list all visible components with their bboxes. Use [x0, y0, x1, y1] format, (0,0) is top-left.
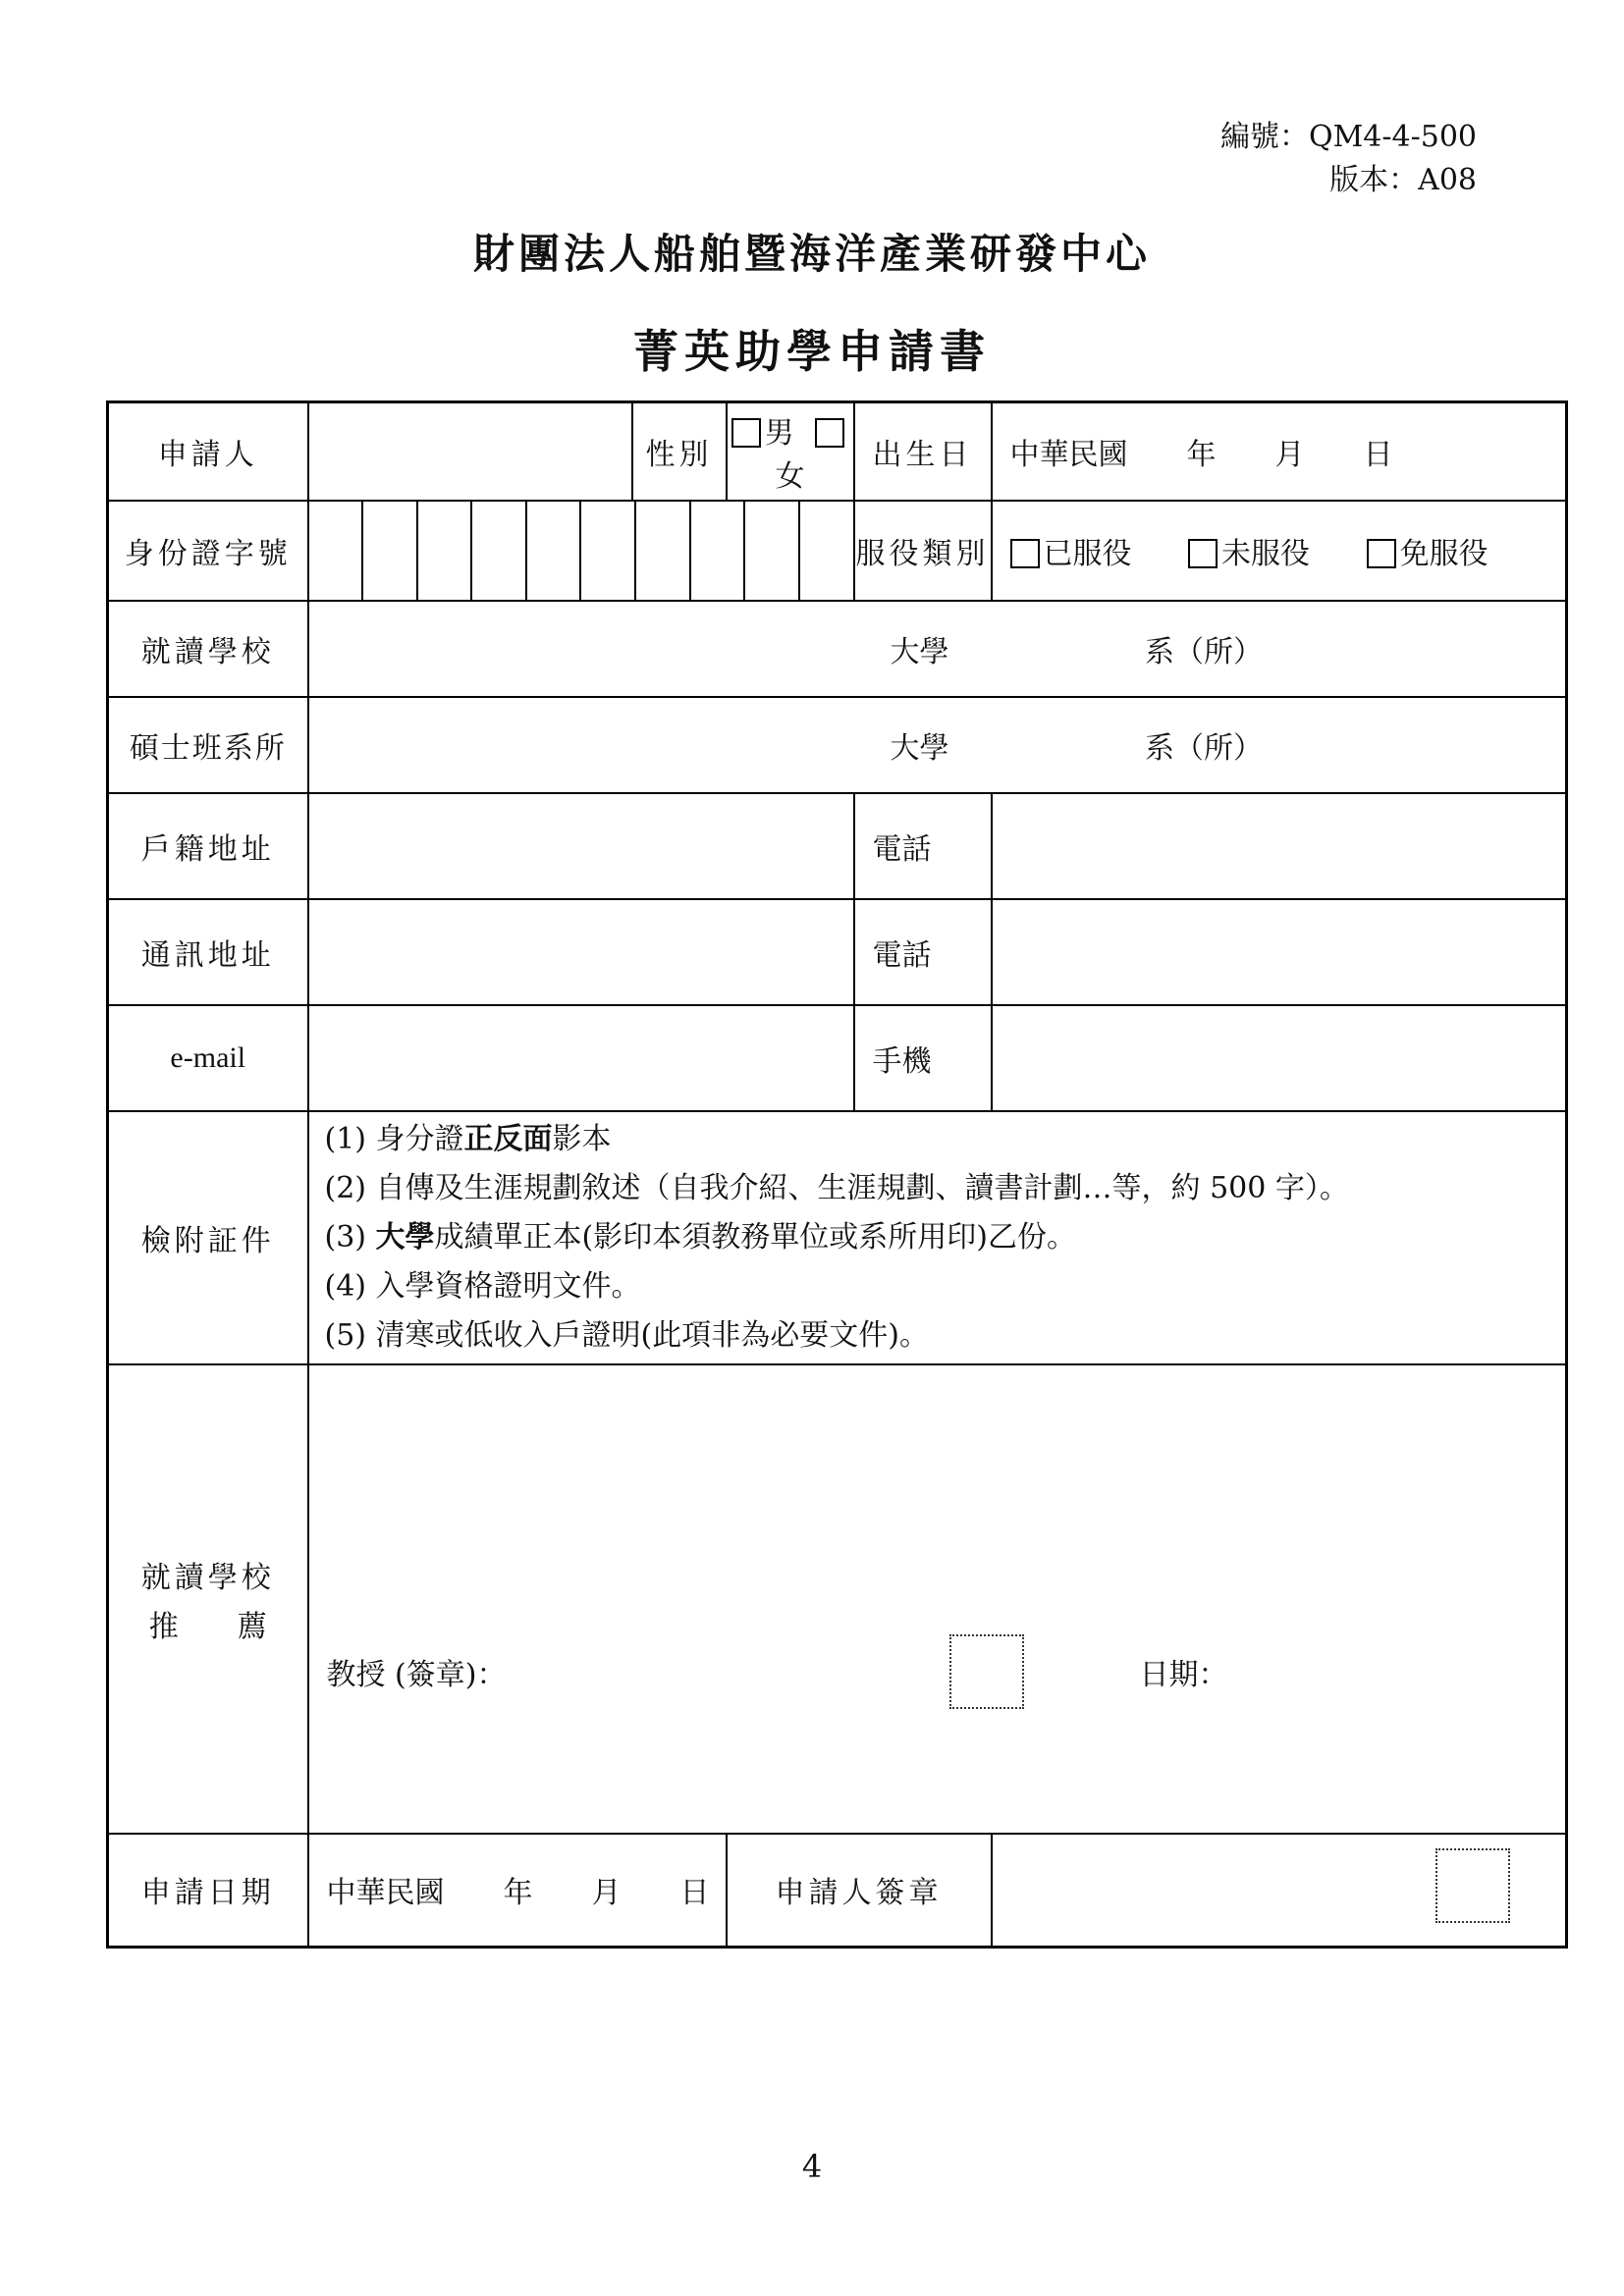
- mobile-field[interactable]: [992, 1005, 1567, 1111]
- service-options: [992, 501, 1567, 601]
- application-date-field[interactable]: 中華民國 年 月 日: [308, 1834, 727, 1948]
- mailing-phone-field[interactable]: [992, 899, 1567, 1005]
- school-field[interactable]: [308, 601, 1567, 697]
- documents-label: 檢附証件: [108, 1111, 308, 1364]
- application-date-label: 申請日期: [108, 1834, 308, 1948]
- document-item-4: (4) 入學資格證明文件。: [324, 1268, 641, 1304]
- mailing-address-label: 通訊地址: [108, 899, 308, 1005]
- service-type-label: 服役類別: [854, 501, 992, 601]
- served-label: 已服役: [1043, 536, 1132, 571]
- form-title: 菁英助學申請書: [633, 325, 991, 378]
- exempt-label: 免服役: [1399, 536, 1489, 571]
- registered-address-label: 戶籍地址: [108, 793, 308, 899]
- male-checkbox[interactable]: [731, 418, 761, 448]
- master-program-field[interactable]: [308, 697, 1567, 793]
- recommendation-label-line2: 推 薦: [148, 1609, 267, 1644]
- mailing-address-field[interactable]: [308, 899, 854, 1005]
- row-id: [108, 501, 1567, 601]
- registered-phone-field[interactable]: [992, 793, 1567, 899]
- school-dept-text: 系（所）: [1145, 634, 1264, 669]
- row-documents: [108, 1111, 1567, 1364]
- document-item-1: (1) 身分證正反面影本: [324, 1121, 612, 1156]
- not-served-label: 未服役: [1221, 536, 1311, 571]
- recommendation-label: [108, 1364, 308, 1834]
- row-master: [108, 697, 1567, 793]
- id-number-label: 身份證字號: [108, 501, 308, 601]
- id-number-cells[interactable]: [308, 501, 854, 601]
- gender-label: 性別: [632, 402, 727, 501]
- document-version: 版本：A08: [1329, 163, 1477, 197]
- mobile-label: 手機: [854, 1005, 992, 1111]
- page-number: 4: [801, 2148, 823, 2185]
- application-form: [106, 400, 1568, 1949]
- row-mailing-address: [108, 899, 1567, 1005]
- row-registered-address: [108, 793, 1567, 899]
- female-checkbox[interactable]: [815, 418, 844, 448]
- documents-list: [308, 1111, 1567, 1364]
- birth-date-field[interactable]: 中華民國 年 月 日: [992, 402, 1567, 501]
- exempt-checkbox[interactable]: [1367, 539, 1396, 568]
- school-university-text: 大學: [890, 634, 949, 669]
- school-label: 就讀學校: [108, 601, 308, 697]
- birth-label: 出生日: [854, 402, 992, 501]
- email-field[interactable]: [308, 1005, 854, 1111]
- male-label: 男: [764, 415, 794, 451]
- email-label: e-mail: [108, 1005, 308, 1111]
- organization-title: 財團法人船舶暨海洋產業研發中心: [472, 230, 1151, 278]
- master-program-label: 碩士班系所: [108, 697, 308, 793]
- master-university-text: 大學: [890, 730, 949, 766]
- registered-address-field[interactable]: [308, 793, 854, 899]
- applicant-signature-field[interactable]: [992, 1834, 1567, 1948]
- professor-signature-label: 教授 (簽章)：: [326, 1657, 507, 1692]
- professor-seal-box[interactable]: [949, 1634, 1024, 1709]
- not-served-checkbox[interactable]: [1188, 539, 1218, 568]
- document-item-3: (3) 大學成績單正本(影印本須教務單位或系所用印)乙份。: [324, 1219, 1076, 1255]
- recommendation-label-line1: 就讀學校: [140, 1560, 275, 1595]
- document-meta: [1220, 116, 1477, 202]
- applicant-signature-label: 申請人簽章: [727, 1834, 992, 1948]
- row-applicant: [108, 402, 1567, 501]
- female-label: 女: [775, 458, 805, 494]
- served-checkbox[interactable]: [1010, 539, 1040, 568]
- document-item-5: (5) 清寒或低收入戶證明(此項非為必要文件)。: [324, 1317, 929, 1353]
- document-item-2: (2) 自傳及生涯規劃敘述（自我介紹、生涯規劃、讀書計劃…等，約 500 字）。: [324, 1170, 1349, 1205]
- row-school: [108, 601, 1567, 697]
- applicant-label: 申請人: [108, 402, 308, 501]
- row-application-date: [108, 1834, 1567, 1948]
- recommendation-date-label: 日期：: [1139, 1657, 1228, 1692]
- applicant-name-field[interactable]: [308, 402, 632, 501]
- gender-options: [727, 402, 854, 501]
- master-dept-text: 系（所）: [1145, 730, 1264, 766]
- registered-phone-label: 電話: [854, 793, 992, 899]
- row-recommendation: [108, 1364, 1567, 1834]
- applicant-seal-box[interactable]: [1435, 1848, 1510, 1923]
- row-email: [108, 1005, 1567, 1111]
- document-number: 編號：QM4-4-500: [1219, 120, 1477, 154]
- recommendation-field[interactable]: [308, 1364, 1567, 1834]
- mailing-phone-label: 電話: [854, 899, 992, 1005]
